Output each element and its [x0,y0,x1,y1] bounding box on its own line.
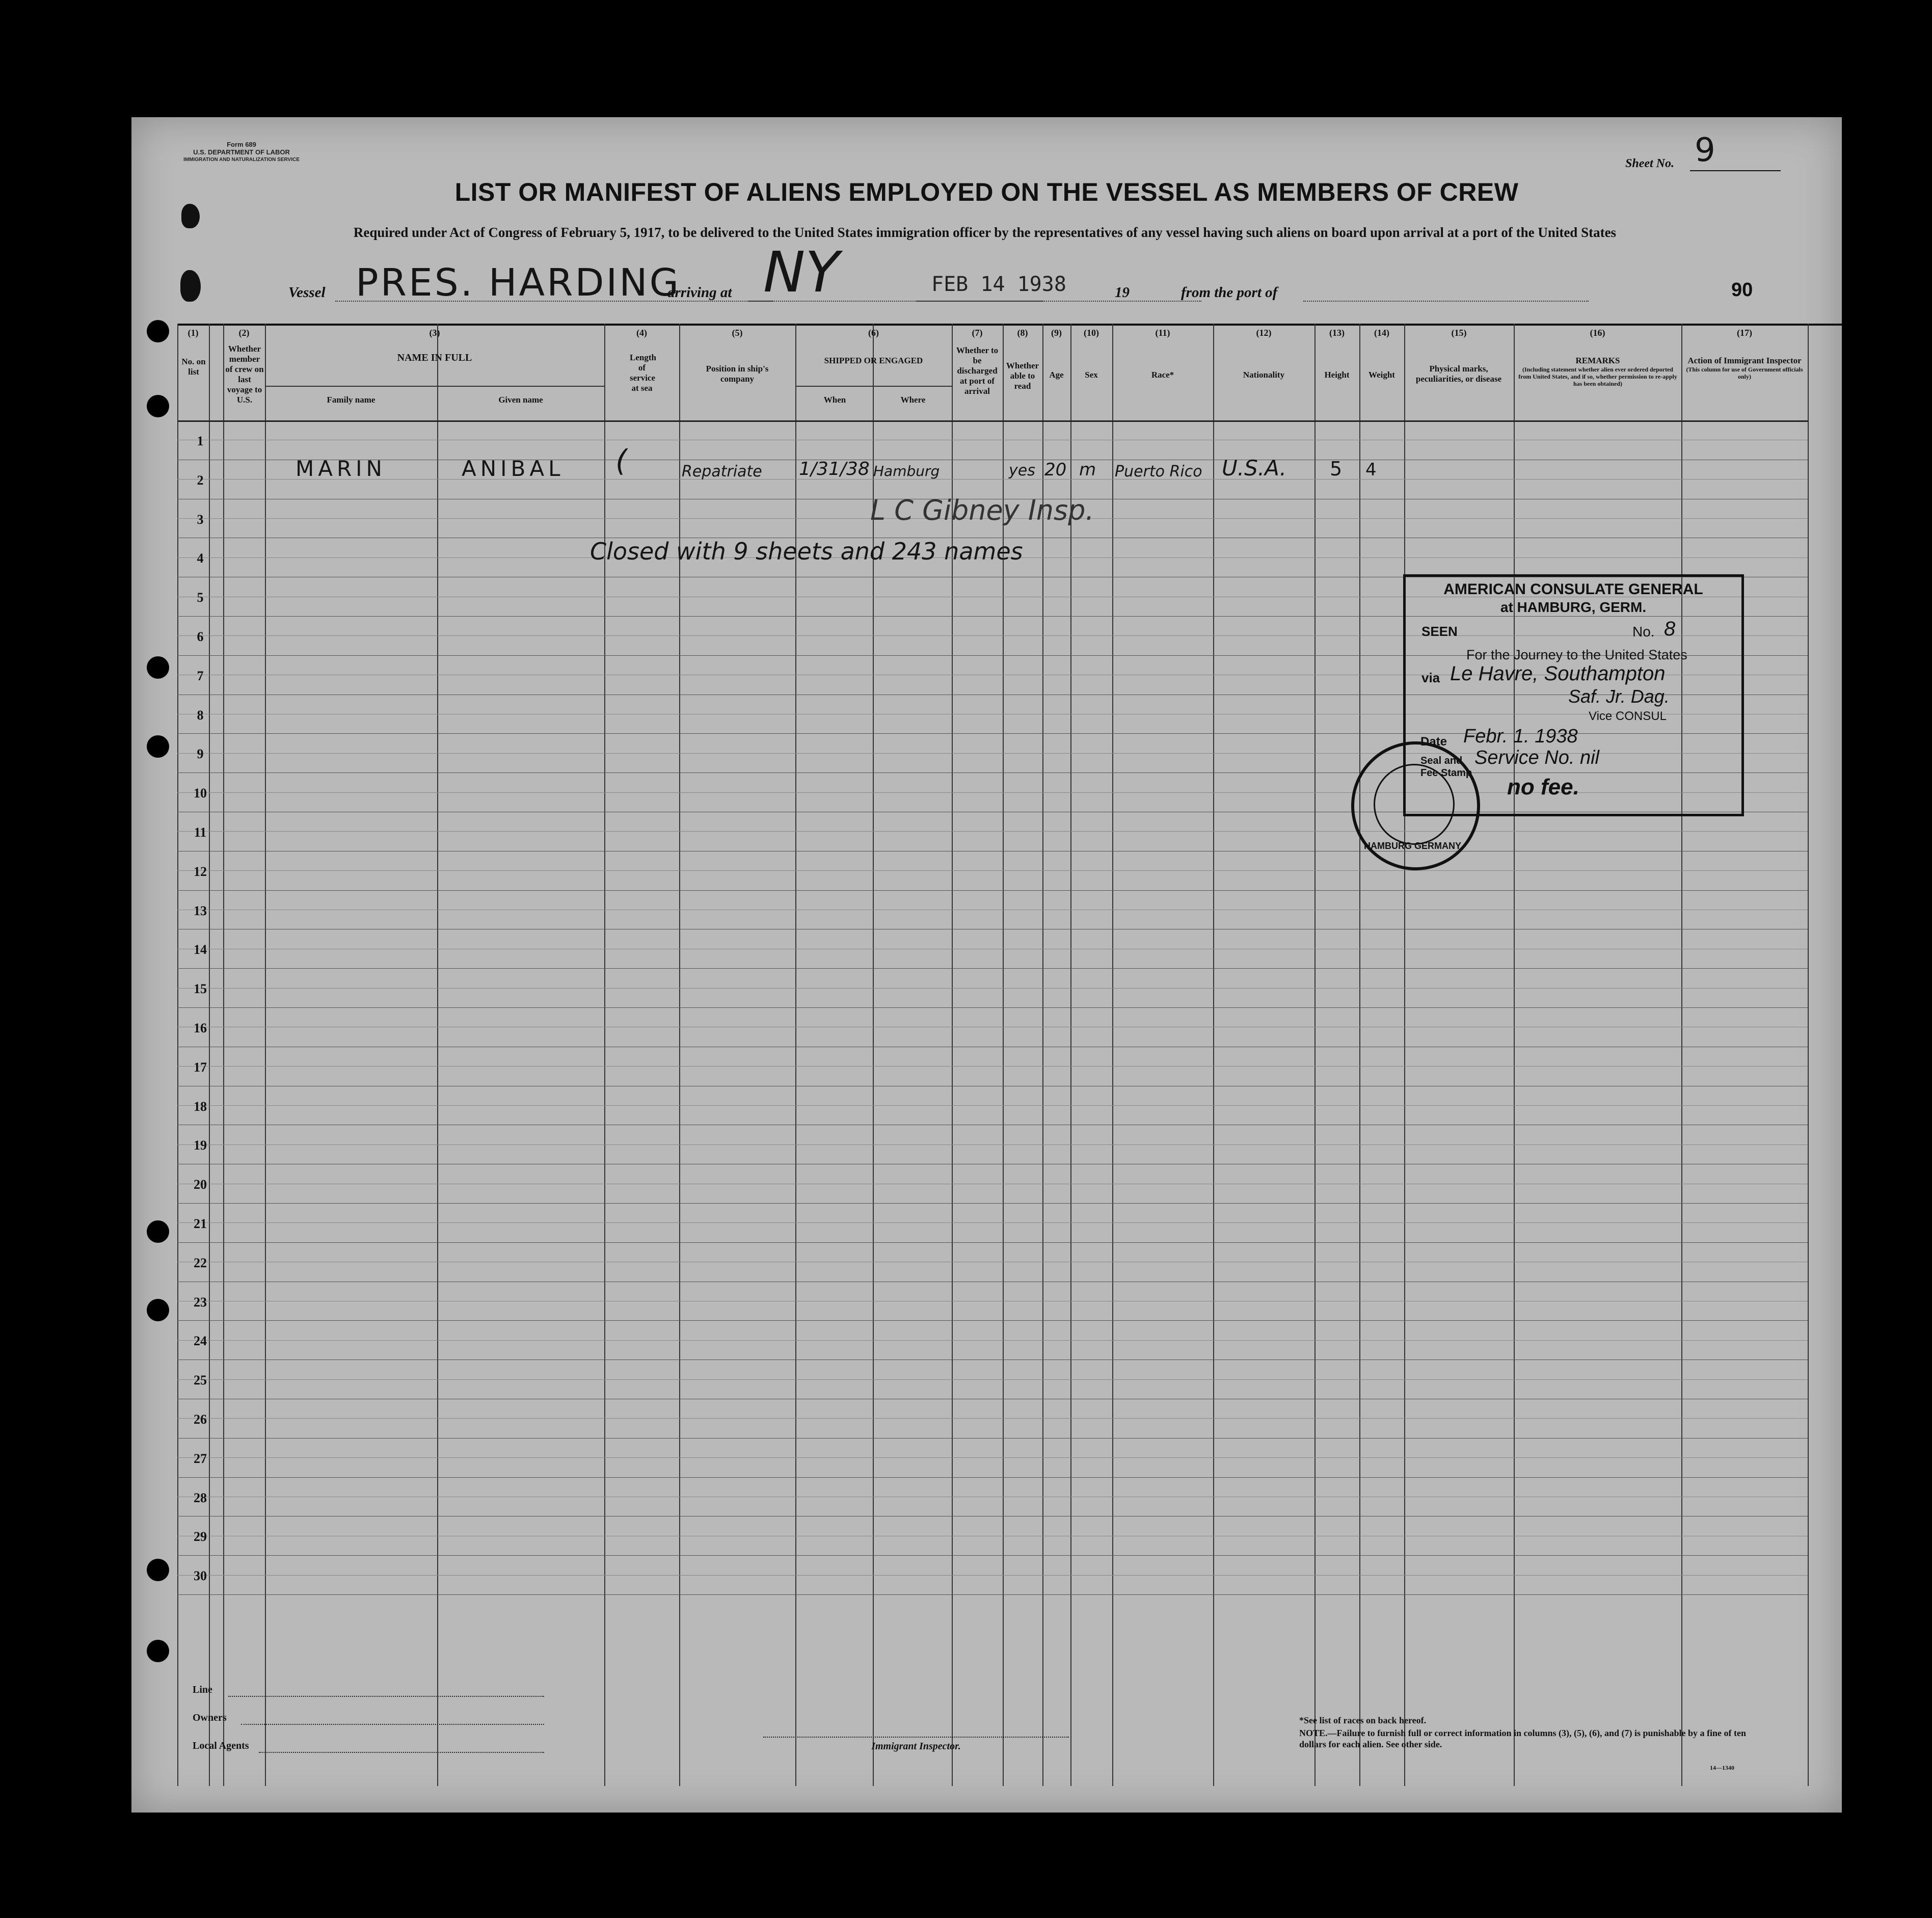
inspector-action-note: (This column for use of Government officials only) [1686,366,1803,380]
row-half-rule [177,1575,1808,1576]
column-number-16: (16) [1590,328,1605,338]
column-line [1042,324,1043,1786]
column-heading-inspector-action [1683,356,1806,380]
row-rule [177,1242,1808,1243]
footer-owners-field [241,1724,544,1725]
column-line [1359,324,1360,1786]
margin-number: 90 [1731,279,1753,301]
binder-hole [147,735,169,758]
column-number-10: (10) [1084,328,1099,338]
inspector-action-title: Action of Immigrant Inspector [1687,356,1802,365]
column-heading-length-of-service: Length of service at sea [630,353,656,393]
column-number-12: (12) [1256,328,1272,338]
row-number: 14 [194,942,207,957]
consulate-stamp-seen: SEEN [1421,624,1458,639]
binder-hole [147,320,169,342]
column-line [265,324,266,1786]
binder-hole [147,1640,169,1662]
footer-note-text: —Failure to furnish full or correct information in columns (3), (5), (6), and (7) is punishable by a fine of ten dollars for each alien. See other side. [1299,1728,1747,1749]
column-heading-physical-marks: Physical marks, peculiarities, or disease [1415,364,1502,384]
row-rule [177,890,1808,891]
column-heading-nationality: Nationality [1243,370,1285,380]
row-half-rule [177,1144,1808,1145]
column-line [1808,324,1809,1786]
footer-race-note: *See list of races on back hereof. [1299,1715,1427,1725]
column-number-2: (2) [238,328,250,338]
row-number: 27 [194,1451,207,1466]
row-number: 25 [194,1373,207,1388]
row-number: 13 [194,903,207,918]
row-number: 16 [194,1021,207,1035]
row-number: 11 [194,825,207,840]
remarks-title: REMARKS [1575,356,1620,365]
footer-inspector-label: Immigrant Inspector. [871,1741,961,1752]
row-rule [177,1203,1808,1204]
column-heading-shipped-or-engaged: SHIPPED OR ENGAGED [824,356,923,365]
sheet-number-value: 9 [1695,131,1715,169]
column-heading-height: Height [1324,370,1350,380]
row-number: 3 [197,512,204,527]
column-line [209,324,210,1786]
footer-agents-field [259,1752,544,1753]
column-heading-position: Position in ship's company [706,364,769,384]
entry-nationality: U.S.A. [1222,456,1286,481]
row-half-rule [177,831,1808,832]
column-heading-given-name: Given name [498,395,543,405]
column-heading-sex: Sex [1085,370,1098,380]
entry-when: 1/31/38 [799,459,870,479]
row-number: 18 [194,1099,207,1114]
column-heading-remarks [1516,356,1679,387]
table-top-rule [177,324,1842,326]
binder-hole [147,1299,169,1321]
row-number: 17 [194,1059,207,1075]
row-half-rule [177,1066,1808,1067]
date-line [916,301,1201,302]
column-line [177,324,178,1786]
row-number: 21 [194,1216,207,1231]
row-number: 2 [197,472,204,488]
row-number: 1 [197,434,204,448]
entry-given-name: ANIBAL [462,456,565,481]
row-number: 26 [194,1412,207,1427]
port-label: from the port of [1181,284,1278,301]
row-number: 28 [194,1490,207,1505]
row-rule [177,1477,1808,1478]
row-number: 6 [197,629,204,644]
row-rule [177,1555,1808,1556]
column-number-3: (3) [429,328,440,338]
year-prefix: 19 [1115,284,1130,301]
column-number-7: (7) [972,328,983,338]
column-number-5: (5) [732,328,743,338]
service-name: IMMIGRATION AND NATURALIZATION SERVICE [183,157,300,163]
row-number: 15 [194,981,207,997]
column-number-15: (15) [1451,328,1467,338]
consulate-stamp-seal-label: Seal and [1420,755,1463,766]
form-number: Form 689 [227,141,256,148]
column-heading-when: When [823,395,846,405]
footer-note [1299,1727,1755,1750]
sheet-number-label: Sheet No. [1625,157,1674,170]
ink-blot [181,204,200,228]
column-heading-race: Race* [1151,370,1174,380]
column-heading-family-name: Family name [327,395,375,405]
manifest-title: LIST OR MANIFEST OF ALIENS EMPLOYED ON THE VESSEL AS MEMBERS OF CREW [454,178,1519,206]
column-line [437,324,438,1786]
column-heading-weight: Weight [1369,370,1395,380]
inspector-signature: L C Gibney Insp. [870,494,1094,526]
row-number: 29 [194,1529,207,1544]
row-number: 8 [197,707,204,723]
sheet-number-line [1690,170,1781,171]
form-identification [180,141,303,164]
row-number: 7 [197,668,204,683]
consulate-stamp-date-label: Date [1420,735,1447,749]
department-name: U.S. DEPARTMENT OF LABOR [193,148,290,156]
row-number: 24 [194,1334,207,1349]
column-line [1404,324,1405,1786]
footer-note-label: NOTE. [1299,1728,1328,1738]
row-rule [177,1007,1808,1008]
closing-note: Closed with 9 sheets and 243 names [590,538,1023,565]
row-rule [177,1320,1808,1321]
column-number-6: (6) [868,328,879,338]
date-stamp: FEB 14 1938 [931,273,1066,296]
header-bottom-rule [177,420,1808,422]
manifest-subtitle: Required under Act of Congress of February 5, 1917, to be delivered to the United States immigration officer by the representatives of any vessel having such aliens on board upon arrival at a port of the United States [353,225,1617,240]
row-number: 30 [194,1568,207,1584]
row-number: 20 [194,1177,207,1192]
entry-position: Repatriate [682,463,762,481]
column-number-17: (17) [1737,328,1752,338]
binder-hole [147,1559,169,1581]
consulate-stamp-via-label: via [1421,670,1440,685]
consulate-stamp-consul: Vice CONSUL [1589,709,1667,723]
consulate-seal-emblem [1374,764,1455,845]
column-line [1112,324,1113,1786]
entry-where: Hamburg [873,463,940,479]
vessel-label: Vessel [288,284,326,301]
row-half-rule [177,1379,1808,1380]
row-number: 5 [197,590,204,605]
entry-check-mark: ( [615,443,627,478]
row-half-rule [177,870,1808,871]
entry-can-read: yes [1009,462,1035,479]
port-line [1303,301,1589,302]
arriving-value: NY [763,239,840,305]
row-half-rule [177,1222,1808,1223]
entry-weight: 4 [1365,460,1377,480]
footer-line-field [228,1696,544,1697]
entry-race: Puerto Rico [1115,463,1202,481]
column-line [223,324,224,1786]
consulate-stamp-no-value: 8 [1664,618,1676,640]
row-half-rule [177,1105,1808,1106]
footer-agents-label: Local Agents [193,1740,249,1751]
shipped-subheader-rule [795,386,952,387]
row-number: 12 [194,864,207,879]
column-heading-no-on-list: No. on list [181,357,206,377]
footer-inspector-field [763,1737,1069,1738]
entry-height: 5 [1330,458,1343,480]
footer-line-label: Line [193,1684,212,1695]
row-number: 4 [197,551,204,566]
column-number-11: (11) [1155,328,1170,338]
consulate-stamp-journey: For the Journey to the United States [1466,647,1687,662]
column-heading-name-in-full: NAME IN FULL [397,352,472,363]
row-half-rule [177,1340,1808,1341]
name-subheader-rule [265,386,604,387]
binder-hole [147,656,169,679]
column-line [1514,324,1515,1786]
column-number-4: (4) [636,328,647,338]
column-line [1213,324,1214,1786]
column-number-1: (1) [187,328,199,338]
row-half-rule [177,988,1808,989]
row-rule [177,968,1808,969]
consulate-stamp-signature: Saf. Jr. Dag. [1568,686,1670,707]
entry-family-name: MARIN [296,456,386,481]
row-half-rule [177,1457,1808,1458]
consulate-seal-text: HAMBURG GERMANY [1364,841,1461,851]
binder-hole [147,395,169,417]
column-number-9: (9) [1051,328,1062,338]
ink-blot [180,270,201,302]
consulate-stamp-title: AMERICAN CONSULATE GENERAL [1443,581,1703,598]
column-heading-discharged: Whether to be discharged at port of arrival [956,345,999,396]
consulate-stamp-via-value: Le Havre, Southampton [1450,662,1666,685]
row-number: 9 [197,747,204,762]
consulate-stamp-service: Service No. nil [1474,747,1599,768]
consulate-stamp-fee-label: Fee Stamp [1420,767,1472,779]
row-number: 23 [194,1294,207,1310]
remarks-note: (Including statement whether alien ever ordered deported from United States, and if so, whether permission to re-apply has been obtained) [1518,366,1677,387]
column-line [1070,324,1071,1786]
row-number: 10 [194,786,207,801]
vessel-value: PRES. HARDING [356,261,681,305]
footer-owners-label: Owners [193,1712,227,1723]
binder-hole [147,1220,169,1243]
column-heading-age: Age [1049,370,1064,380]
entry-sex: m [1079,460,1096,480]
column-number-14: (14) [1374,328,1389,338]
consulate-stamp-no-label: No. [1632,624,1655,640]
column-line [1681,324,1682,1786]
column-heading-crew-last-voyage: Whether member of crew on last voyage to U.S. [225,344,264,405]
row-rule [177,1594,1808,1595]
row-number: 22 [194,1255,207,1270]
consulate-stamp-fee: no fee. [1507,775,1579,800]
consulate-stamp-date-value: Febr. 1. 1938 [1463,726,1578,747]
row-half-rule [177,1418,1808,1419]
column-heading-able-to-read: Whether able to read [1006,361,1039,391]
column-number-13: (13) [1329,328,1345,338]
footer-print-code: 14—1340 [1710,1764,1734,1771]
column-number-8: (8) [1017,328,1028,338]
consulate-stamp-location: at HAMBURG, GERM. [1500,599,1647,615]
arriving-label: arriving at [667,284,732,301]
column-heading-where: Where [900,395,926,405]
row-number: 19 [194,1138,207,1153]
entry-age: 20 [1044,460,1067,480]
manifest-sheet [131,117,1842,1813]
column-line [1314,324,1316,1786]
